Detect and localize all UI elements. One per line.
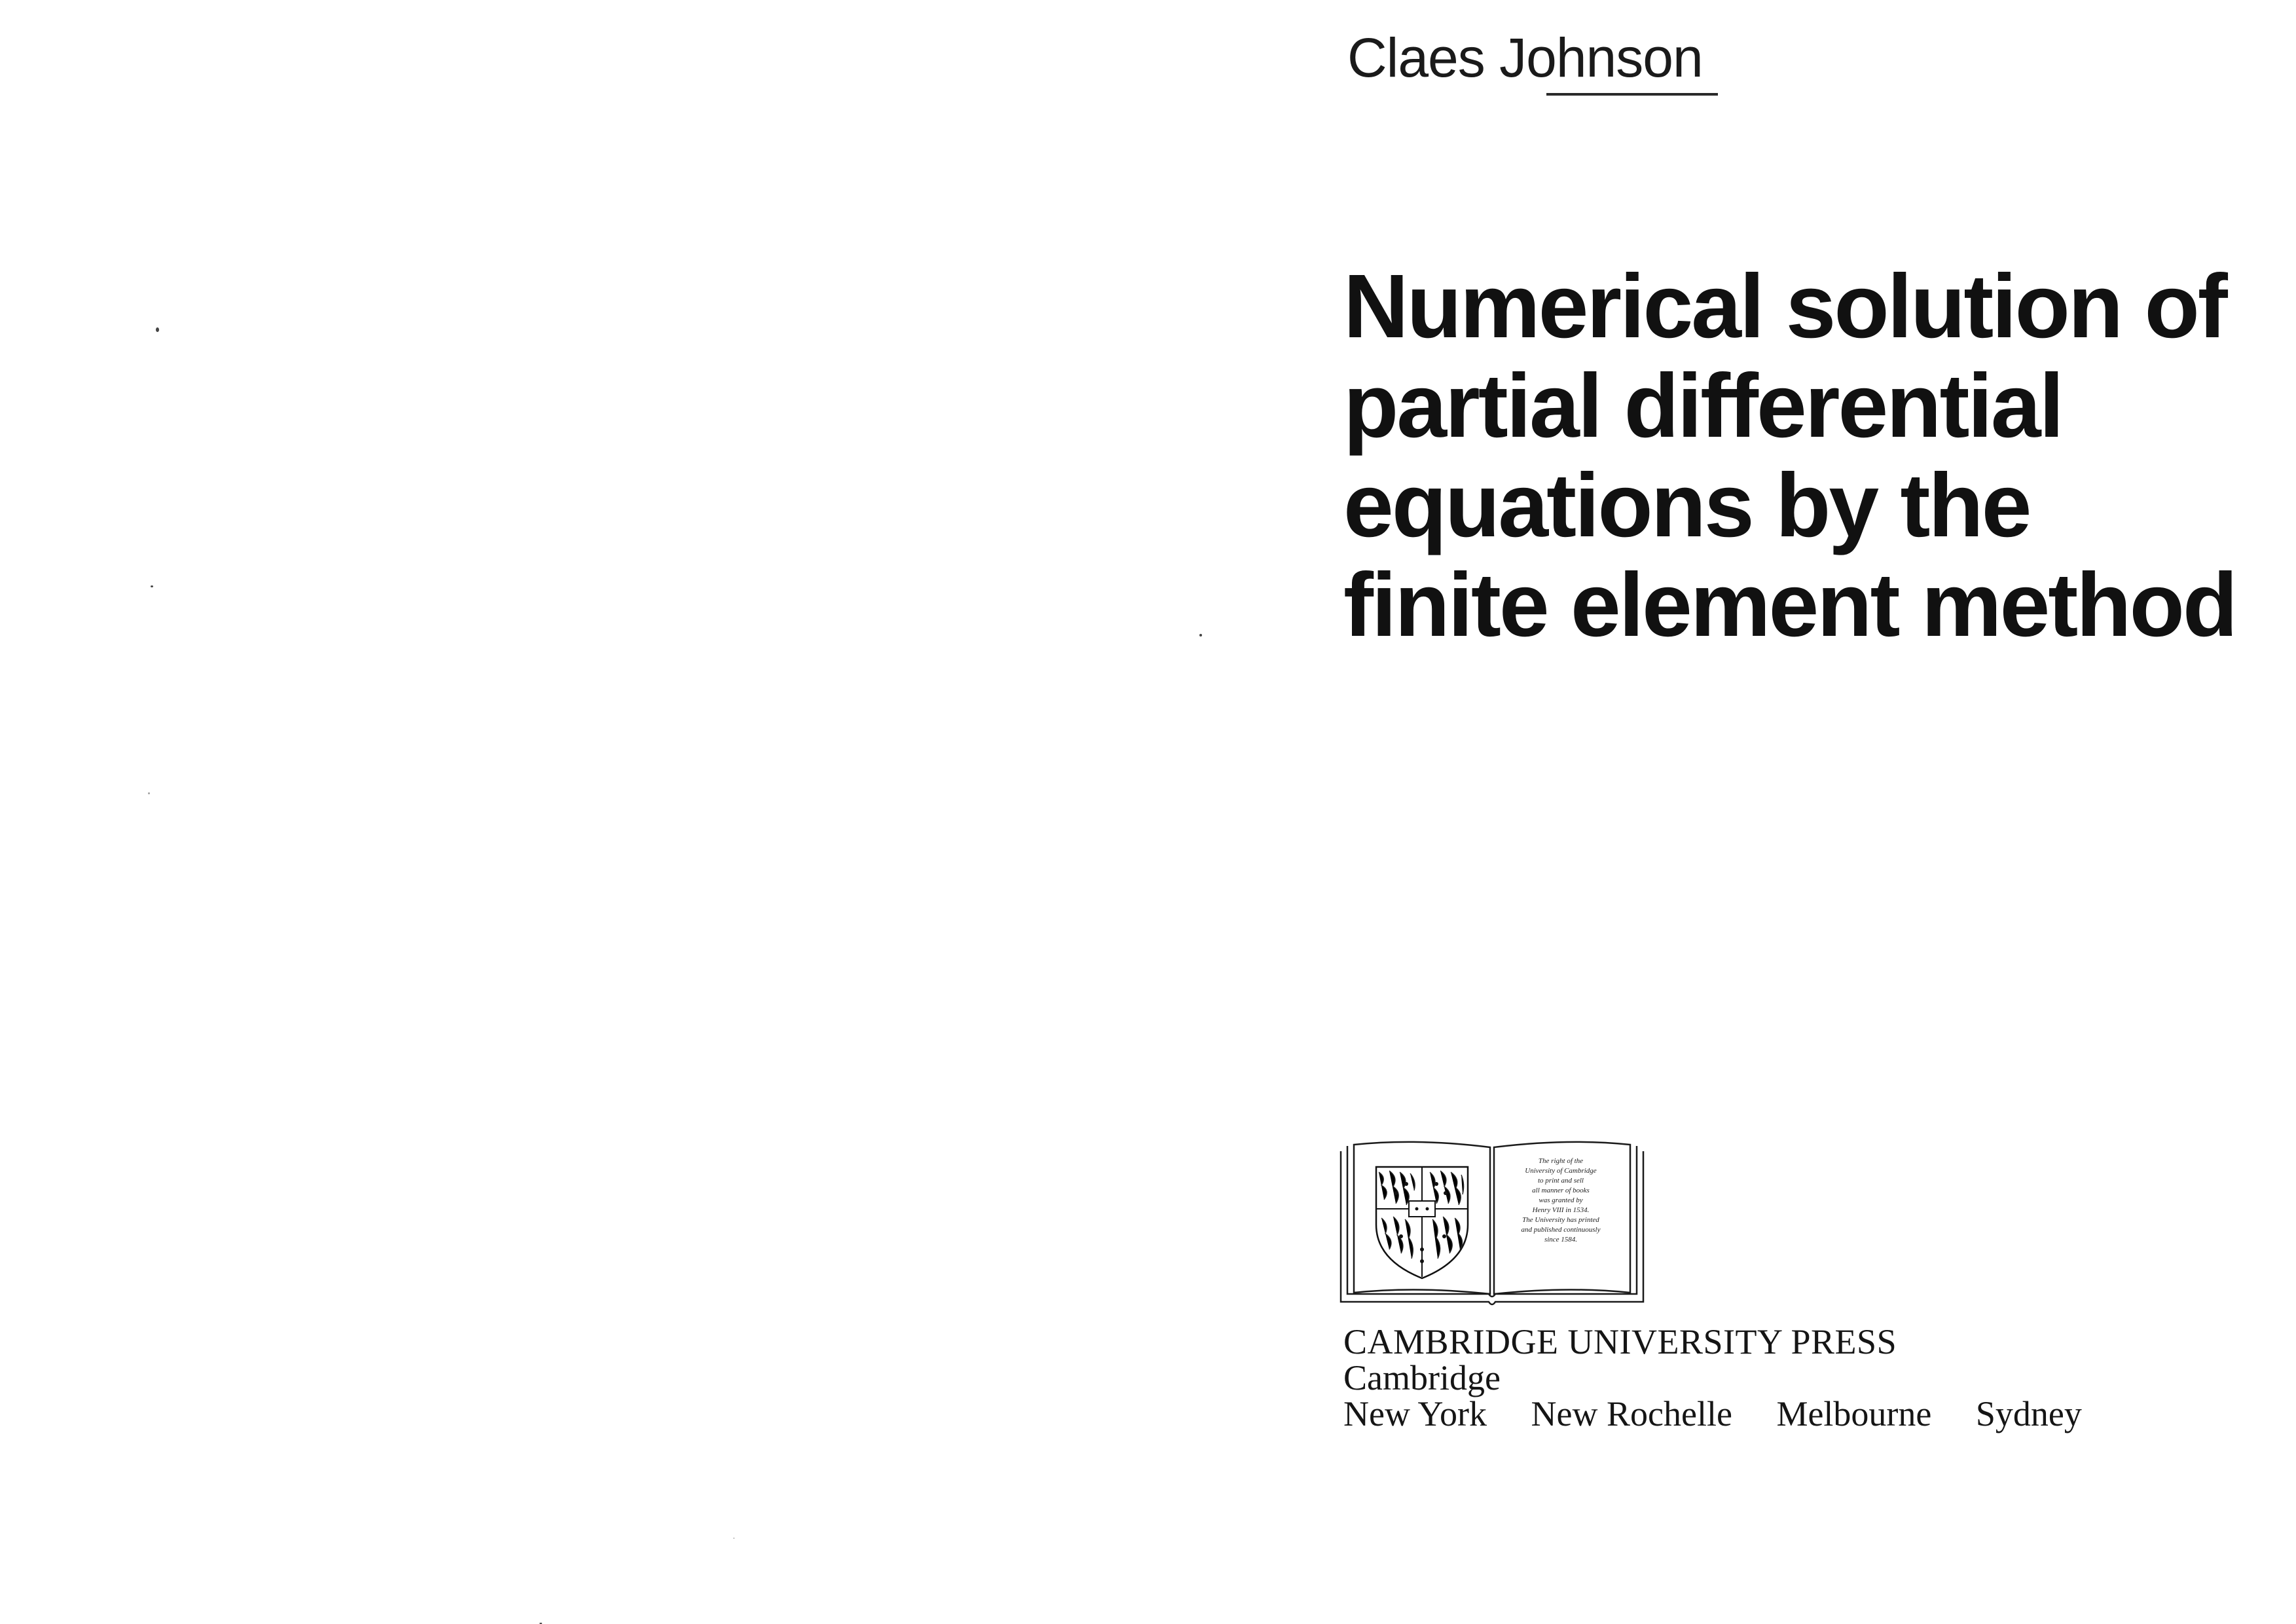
motto-line: was granted by bbox=[1539, 1196, 1583, 1204]
scan-speck bbox=[156, 327, 159, 332]
title-line-4: finite element method bbox=[1343, 555, 2236, 655]
author-name: Claes Johnson bbox=[1347, 27, 1703, 88]
motto-line: University of Cambridge bbox=[1525, 1167, 1597, 1175]
book-title bbox=[1343, 257, 2236, 655]
publisher-name: CAMBRIDGE UNIVERSITY PRESS bbox=[1343, 1322, 1897, 1361]
motto-line: all manner of books bbox=[1532, 1187, 1590, 1194]
motto-line: and published continuously bbox=[1521, 1226, 1601, 1234]
motto-line: Henry VIII in 1534. bbox=[1532, 1206, 1590, 1214]
publisher-other-cities bbox=[1343, 1396, 2082, 1432]
city-new-rochelle: New Rochelle bbox=[1531, 1394, 1732, 1433]
publisher-city: Cambridge bbox=[1343, 1358, 1501, 1397]
city-sydney: Sydney bbox=[1975, 1394, 2082, 1433]
emblem-motto bbox=[1497, 1156, 1625, 1245]
title-line-2: partial differential bbox=[1343, 356, 2062, 456]
motto-line: since 1584. bbox=[1544, 1236, 1578, 1244]
city-new-york: New York bbox=[1343, 1394, 1487, 1433]
title-line-3: equations by the bbox=[1343, 455, 2030, 556]
scan-speck bbox=[151, 585, 153, 587]
publisher-imprint bbox=[1343, 1324, 2082, 1432]
scan-speck bbox=[1199, 634, 1202, 637]
motto-line: The University has printed bbox=[1522, 1216, 1599, 1224]
motto-line: to print and sell bbox=[1538, 1177, 1584, 1185]
scan-speck bbox=[148, 792, 150, 794]
city-melbourne: Melbourne bbox=[1776, 1394, 1932, 1433]
motto-line: The right of the bbox=[1538, 1157, 1584, 1165]
author-underline bbox=[1546, 93, 1718, 96]
scan-speck bbox=[733, 1538, 735, 1539]
title-line-1: Numerical solution of bbox=[1343, 256, 2226, 357]
